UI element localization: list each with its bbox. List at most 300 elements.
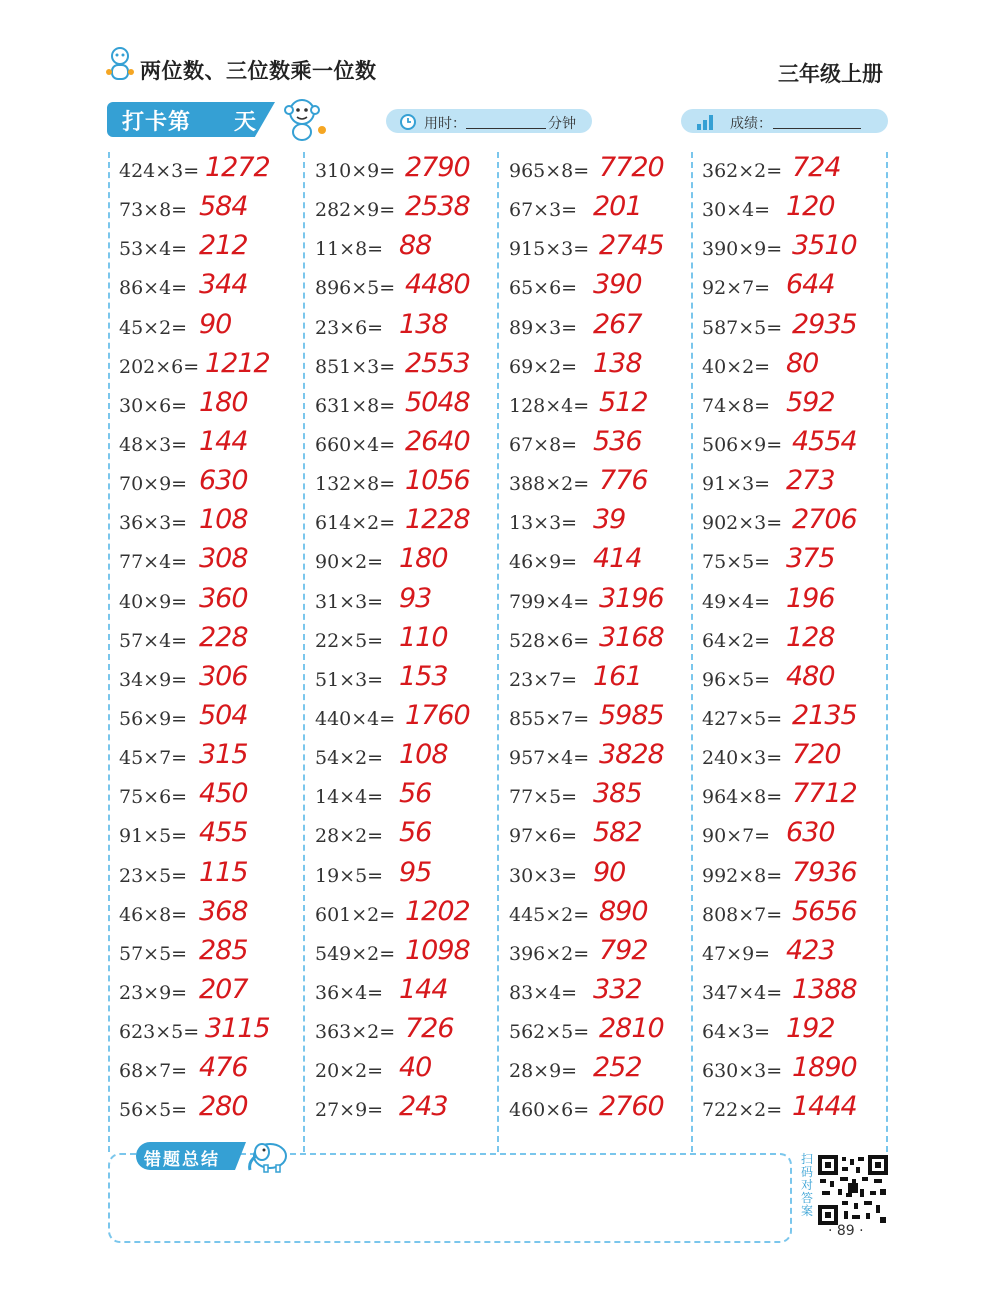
problem-question: 282×9=: [315, 199, 396, 222]
problem-question: 631×8=: [315, 394, 396, 417]
problem-row: [315, 426, 505, 465]
problem-question: 623×5=: [119, 1021, 200, 1044]
problem-row: [509, 504, 699, 543]
handwritten-answer[interactable]: 138: [593, 347, 642, 379]
problem-question: 67×3=: [509, 199, 578, 222]
handwritten-answer[interactable]: 40: [399, 1052, 432, 1084]
problem-row: [119, 504, 309, 543]
problem-question: 202×6=: [119, 355, 200, 378]
problem-row: [702, 817, 892, 856]
problem-column-3: [509, 152, 699, 1131]
monkey-icon: [278, 96, 330, 142]
checkin-day-suffix: 天: [234, 110, 257, 135]
problem-row: [702, 583, 892, 622]
handwritten-answer[interactable]: 3115: [205, 1013, 270, 1045]
handwritten-answer[interactable]: 1444: [792, 1091, 857, 1123]
problem-question: 28×2=: [315, 825, 384, 848]
problem-row: [315, 896, 505, 935]
problem-row: [119, 661, 309, 700]
handwritten-answer[interactable]: 7720: [599, 152, 664, 183]
handwritten-answer[interactable]: 207: [199, 973, 248, 1005]
problem-question: 56×5=: [119, 1099, 188, 1122]
handwritten-answer[interactable]: 4554: [792, 425, 857, 457]
problem-question: 36×3=: [119, 512, 188, 535]
handwritten-answer[interactable]: 120: [786, 191, 835, 223]
handwritten-answer[interactable]: 360: [199, 582, 248, 614]
problem-question: 48×3=: [119, 433, 188, 456]
problem-row: [315, 543, 505, 582]
problem-question: 47×9=: [702, 942, 771, 965]
handwritten-answer[interactable]: 2706: [792, 504, 857, 536]
grade-label: 三年级上册: [778, 62, 883, 86]
handwritten-answer[interactable]: 1098: [405, 934, 470, 966]
problem-question: 992×8=: [702, 864, 783, 887]
handwritten-answer[interactable]: 308: [199, 543, 248, 575]
handwritten-answer[interactable]: 161: [593, 660, 642, 692]
handwritten-answer[interactable]: 243: [399, 1091, 448, 1123]
problem-row: [702, 974, 892, 1013]
handwritten-answer[interactable]: 2760: [599, 1091, 664, 1123]
problem-row: [119, 739, 309, 778]
problem-row: [702, 1052, 892, 1091]
handwritten-answer[interactable]: 180: [199, 386, 248, 418]
handwritten-answer[interactable]: 450: [199, 778, 248, 810]
handwritten-answer[interactable]: 5985: [599, 699, 664, 731]
handwritten-answer[interactable]: 2538: [405, 191, 470, 223]
handwritten-answer[interactable]: 192: [786, 1013, 835, 1045]
handwritten-answer[interactable]: 2935: [792, 308, 857, 340]
handwritten-answer[interactable]: 536: [593, 425, 642, 457]
handwritten-answer[interactable]: 1388: [792, 973, 857, 1005]
problem-question: 915×3=: [509, 238, 590, 261]
problem-question: 65×6=: [509, 277, 578, 300]
handwritten-answer[interactable]: 414: [593, 543, 642, 575]
handwritten-answer[interactable]: 285: [199, 934, 248, 966]
problem-question: 11×8=: [315, 238, 384, 261]
page-number: · 89 ·: [828, 1223, 864, 1239]
problem-question: 83×4=: [509, 981, 578, 1004]
handwritten-answer[interactable]: 480: [786, 660, 835, 692]
handwritten-answer[interactable]: 2640: [405, 425, 470, 457]
handwritten-answer[interactable]: 196: [786, 582, 835, 614]
handwritten-answer[interactable]: 584: [199, 191, 248, 223]
handwritten-answer[interactable]: 582: [593, 817, 642, 849]
problem-row: [509, 817, 699, 856]
problem-question: 40×9=: [119, 590, 188, 613]
problem-question: 722×2=: [702, 1099, 783, 1122]
problem-row: [119, 543, 309, 582]
problem-row: [702, 935, 892, 974]
problem-row: [702, 622, 892, 661]
handwritten-answer[interactable]: 890: [599, 895, 648, 927]
time-blank[interactable]: [466, 128, 546, 129]
qr-code[interactable]: [818, 1155, 888, 1225]
problem-row: [509, 935, 699, 974]
handwritten-answer[interactable]: 630: [786, 817, 835, 849]
handwritten-answer[interactable]: 110: [399, 621, 448, 653]
problem-row: [315, 661, 505, 700]
handwritten-answer[interactable]: 2790: [405, 152, 470, 183]
problem-row: [315, 974, 505, 1013]
problem-question: 51×3=: [315, 668, 384, 691]
problem-question: 363×2=: [315, 1021, 396, 1044]
problem-row: [509, 543, 699, 582]
problem-question: 73×8=: [119, 199, 188, 222]
problem-row: [315, 583, 505, 622]
problem-row: [509, 269, 699, 308]
handwritten-answer[interactable]: 4480: [405, 269, 470, 301]
handwritten-answer[interactable]: 390: [593, 269, 642, 301]
problem-question: 562×5=: [509, 1021, 590, 1044]
handwritten-answer[interactable]: 776: [599, 465, 648, 497]
problem-question: 30×3=: [509, 864, 578, 887]
handwritten-answer[interactable]: 128: [786, 621, 835, 653]
problem-question: 96×5=: [702, 668, 771, 691]
scan-answer-label: 扫码对答案: [800, 1152, 813, 1218]
problem-question: 97×6=: [509, 825, 578, 848]
handwritten-answer[interactable]: 39: [593, 504, 626, 536]
handwritten-answer[interactable]: 375: [786, 543, 835, 575]
handwritten-answer[interactable]: 7936: [792, 856, 857, 888]
handwritten-answer[interactable]: 1212: [205, 347, 270, 379]
handwritten-answer[interactable]: 5048: [405, 386, 470, 418]
problem-row: [315, 152, 505, 191]
problem-question: 27×9=: [315, 1099, 384, 1122]
handwritten-answer[interactable]: 138: [399, 308, 448, 340]
problem-row: [119, 817, 309, 856]
handwritten-answer[interactable]: 273: [786, 465, 835, 497]
problem-row: [509, 622, 699, 661]
handwritten-answer[interactable]: 315: [199, 739, 248, 771]
error-summary-label: 错题总结: [144, 1150, 220, 1170]
problem-question: 460×6=: [509, 1099, 590, 1122]
handwritten-answer[interactable]: 368: [199, 895, 248, 927]
handwritten-answer[interactable]: 88: [399, 230, 432, 262]
problem-question: 22×5=: [315, 629, 384, 652]
problem-question: 23×6=: [315, 316, 384, 339]
problem-row: [509, 1013, 699, 1052]
problem-question: 965×8=: [509, 160, 590, 182]
problem-question: 64×2=: [702, 629, 771, 652]
handwritten-answer[interactable]: 153: [399, 660, 448, 692]
problem-row: [315, 348, 505, 387]
problem-question: 75×6=: [119, 786, 188, 809]
problem-question: 13×3=: [509, 512, 578, 535]
problem-row: [509, 152, 699, 191]
column-divider: [108, 152, 110, 1152]
problem-row: [509, 583, 699, 622]
handwritten-answer[interactable]: 1202: [405, 895, 470, 927]
problem-row: [702, 857, 892, 896]
problem-question: 23×9=: [119, 981, 188, 1004]
handwritten-answer[interactable]: 7712: [792, 778, 857, 810]
problem-row: [509, 309, 699, 348]
clock-icon: [398, 111, 418, 131]
handwritten-answer[interactable]: 385: [593, 778, 642, 810]
problem-column-2: [315, 152, 505, 1131]
problem-question: 91×3=: [702, 473, 771, 496]
handwritten-answer[interactable]: 115: [199, 856, 248, 888]
problem-question: 310×9=: [315, 160, 396, 182]
handwritten-answer[interactable]: 455: [199, 817, 248, 849]
handwritten-answer[interactable]: 592: [786, 386, 835, 418]
handwritten-answer[interactable]: 512: [599, 386, 648, 418]
problem-row: [702, 309, 892, 348]
problem-row: [315, 504, 505, 543]
handwritten-answer[interactable]: 5656: [792, 895, 857, 927]
problem-question: 19×5=: [315, 864, 384, 887]
problem-row: [509, 348, 699, 387]
problem-question: 77×4=: [119, 551, 188, 574]
handwritten-answer[interactable]: 252: [593, 1052, 642, 1084]
problem-question: 90×7=: [702, 825, 771, 848]
problem-row: [702, 426, 892, 465]
problem-question: 362×2=: [702, 160, 783, 182]
problem-row: [509, 1091, 699, 1130]
time-unit: 分钟: [548, 116, 576, 132]
problem-question: 424×3=: [119, 160, 200, 182]
page-title: 两位数、三位数乘一位数: [140, 59, 377, 83]
problem-row: [702, 896, 892, 935]
problem-row: [315, 857, 505, 896]
problem-row: [119, 583, 309, 622]
problem-row: [119, 152, 309, 191]
handwritten-answer[interactable]: 644: [786, 269, 835, 301]
problem-question: 89×3=: [509, 316, 578, 339]
problem-row: [315, 700, 505, 739]
problem-row: [509, 426, 699, 465]
handwritten-answer[interactable]: 228: [199, 621, 248, 653]
problem-row: [119, 700, 309, 739]
handwritten-answer[interactable]: 93: [399, 582, 432, 614]
problem-column-4: [702, 152, 892, 1131]
problem-row: [315, 309, 505, 348]
handwritten-answer[interactable]: 144: [399, 973, 448, 1005]
problem-question: 23×7=: [509, 668, 578, 691]
problem-question: 57×4=: [119, 629, 188, 652]
problem-row: [315, 269, 505, 308]
problem-row: [315, 622, 505, 661]
problem-row: [509, 1052, 699, 1091]
problem-row: [702, 1091, 892, 1130]
handwritten-answer[interactable]: 306: [199, 660, 248, 692]
problem-row: [315, 387, 505, 426]
handwritten-answer[interactable]: 792: [599, 934, 648, 966]
problem-question: 855×7=: [509, 707, 590, 730]
problem-row: [119, 191, 309, 230]
handwritten-answer[interactable]: 56: [399, 778, 432, 810]
handwritten-answer[interactable]: 267: [593, 308, 642, 340]
problem-row: [315, 230, 505, 269]
handwritten-answer[interactable]: 1272: [205, 152, 270, 183]
problem-row: [119, 348, 309, 387]
handwritten-answer[interactable]: 80: [786, 347, 819, 379]
handwritten-answer[interactable]: 95: [399, 856, 432, 888]
problem-question: 92×7=: [702, 277, 771, 300]
problem-row: [315, 191, 505, 230]
problem-row: [119, 230, 309, 269]
problem-question: 67×8=: [509, 433, 578, 456]
handwritten-answer[interactable]: 90: [199, 308, 232, 340]
handwritten-answer[interactable]: 90: [593, 856, 626, 888]
problem-question: 30×4=: [702, 199, 771, 222]
handwritten-answer[interactable]: 56: [399, 817, 432, 849]
problem-question: 601×2=: [315, 903, 396, 926]
problem-row: [119, 1052, 309, 1091]
problem-row: [119, 1091, 309, 1130]
problem-question: 957×4=: [509, 747, 590, 770]
checkin-label: 打卡第: [122, 110, 192, 135]
problem-row: [509, 230, 699, 269]
handwritten-answer[interactable]: 144: [199, 425, 248, 457]
problem-row: [315, 1091, 505, 1130]
problem-row: [702, 1013, 892, 1052]
problem-row: [119, 309, 309, 348]
problem-row: [509, 465, 699, 504]
problem-question: 964×8=: [702, 786, 783, 809]
handwritten-answer[interactable]: 3510: [792, 230, 857, 262]
problem-column-1: [119, 152, 309, 1131]
problem-row: [702, 230, 892, 269]
problem-question: 132×8=: [315, 473, 396, 496]
problem-question: 440×4=: [315, 707, 396, 730]
handwritten-answer[interactable]: 3168: [599, 621, 664, 653]
handwritten-answer[interactable]: 720: [792, 739, 841, 771]
problem-question: 549×2=: [315, 942, 396, 965]
problem-question: 57×5=: [119, 942, 188, 965]
problem-row: [119, 387, 309, 426]
problem-question: 660×4=: [315, 433, 396, 456]
handwritten-answer[interactable]: 344: [199, 269, 248, 301]
problem-row: [702, 543, 892, 582]
problem-row: [119, 935, 309, 974]
problem-row: [702, 269, 892, 308]
problem-row: [315, 1052, 505, 1091]
problem-row: [509, 700, 699, 739]
handwritten-answer[interactable]: 180: [399, 543, 448, 575]
problem-question: 896×5=: [315, 277, 396, 300]
problem-question: 902×3=: [702, 512, 783, 535]
problem-row: [119, 269, 309, 308]
handwritten-answer[interactable]: 3196: [599, 582, 664, 614]
problem-question: 34×9=: [119, 668, 188, 691]
problem-question: 54×2=: [315, 747, 384, 770]
handwritten-answer[interactable]: 1890: [792, 1052, 857, 1084]
handwritten-answer[interactable]: 332: [593, 973, 642, 1005]
handwritten-answer[interactable]: 2745: [599, 230, 664, 262]
problem-question: 74×8=: [702, 394, 771, 417]
handwritten-answer[interactable]: 1228: [405, 504, 470, 536]
problem-row: [315, 935, 505, 974]
problem-question: 64×3=: [702, 1021, 771, 1044]
handwritten-answer[interactable]: 280: [199, 1091, 248, 1123]
problem-question: 40×2=: [702, 355, 771, 378]
score-blank[interactable]: [773, 128, 861, 129]
score-label: 成绩：: [730, 116, 772, 132]
problem-row: [119, 622, 309, 661]
problem-question: 240×3=: [702, 747, 783, 770]
problem-row: [702, 778, 892, 817]
problem-question: 31×3=: [315, 590, 384, 613]
problem-question: 70×9=: [119, 473, 188, 496]
problem-row: [702, 661, 892, 700]
handwritten-answer[interactable]: 108: [199, 504, 248, 536]
problem-question: 46×8=: [119, 903, 188, 926]
handwritten-answer[interactable]: 630: [199, 465, 248, 497]
problem-row: [119, 426, 309, 465]
problem-row: [702, 152, 892, 191]
problem-question: 49×4=: [702, 590, 771, 613]
problem-row: [315, 817, 505, 856]
problem-question: 36×4=: [315, 981, 384, 1004]
problem-question: 614×2=: [315, 512, 396, 535]
problem-question: 390×9=: [702, 238, 783, 261]
handwritten-answer[interactable]: 423: [786, 934, 835, 966]
problem-row: [509, 778, 699, 817]
problem-row: [509, 661, 699, 700]
problem-row: [509, 974, 699, 1013]
problem-question: 396×2=: [509, 942, 590, 965]
handwritten-answer[interactable]: 726: [405, 1013, 454, 1045]
problem-question: 506×9=: [702, 433, 783, 456]
problem-row: [702, 348, 892, 387]
handwritten-answer[interactable]: 1760: [405, 699, 470, 731]
problem-question: 75×5=: [702, 551, 771, 574]
problem-row: [509, 191, 699, 230]
problem-question: 427×5=: [702, 707, 783, 730]
problem-row: [119, 896, 309, 935]
handwritten-answer[interactable]: 504: [199, 699, 248, 731]
problem-row: [315, 465, 505, 504]
problem-question: 56×9=: [119, 707, 188, 730]
handwritten-answer[interactable]: 108: [399, 739, 448, 771]
handwritten-answer[interactable]: 201: [593, 191, 642, 223]
problem-row: [702, 465, 892, 504]
elephant-icon: [244, 1136, 292, 1174]
problem-row: [509, 857, 699, 896]
problem-row: [702, 504, 892, 543]
problem-question: 45×7=: [119, 747, 188, 770]
handwritten-answer[interactable]: 1056: [405, 465, 470, 497]
handwritten-answer[interactable]: 724: [792, 152, 841, 183]
problem-question: 851×3=: [315, 355, 396, 378]
handwritten-answer[interactable]: 2810: [599, 1013, 664, 1045]
problem-question: 388×2=: [509, 473, 590, 496]
problem-question: 30×6=: [119, 394, 188, 417]
problem-question: 86×4=: [119, 277, 188, 300]
problem-question: 91×5=: [119, 825, 188, 848]
problem-row: [315, 778, 505, 817]
handwritten-answer[interactable]: 3828: [599, 739, 664, 771]
problem-question: 630×3=: [702, 1060, 783, 1083]
problem-row: [702, 387, 892, 426]
problem-row: [509, 387, 699, 426]
handwritten-answer[interactable]: 476: [199, 1052, 248, 1084]
problem-question: 69×2=: [509, 355, 578, 378]
problem-row: [509, 896, 699, 935]
problem-question: 587×5=: [702, 316, 783, 339]
problem-row: [119, 465, 309, 504]
problem-question: 528×6=: [509, 629, 590, 652]
problem-question: 20×2=: [315, 1060, 384, 1083]
problem-question: 53×4=: [119, 238, 188, 261]
problem-question: 45×2=: [119, 316, 188, 339]
handwritten-answer[interactable]: 212: [199, 230, 248, 262]
problem-row: [509, 739, 699, 778]
handwritten-answer[interactable]: 2553: [405, 347, 470, 379]
problem-row: [702, 700, 892, 739]
handwritten-answer[interactable]: 2135: [792, 699, 857, 731]
